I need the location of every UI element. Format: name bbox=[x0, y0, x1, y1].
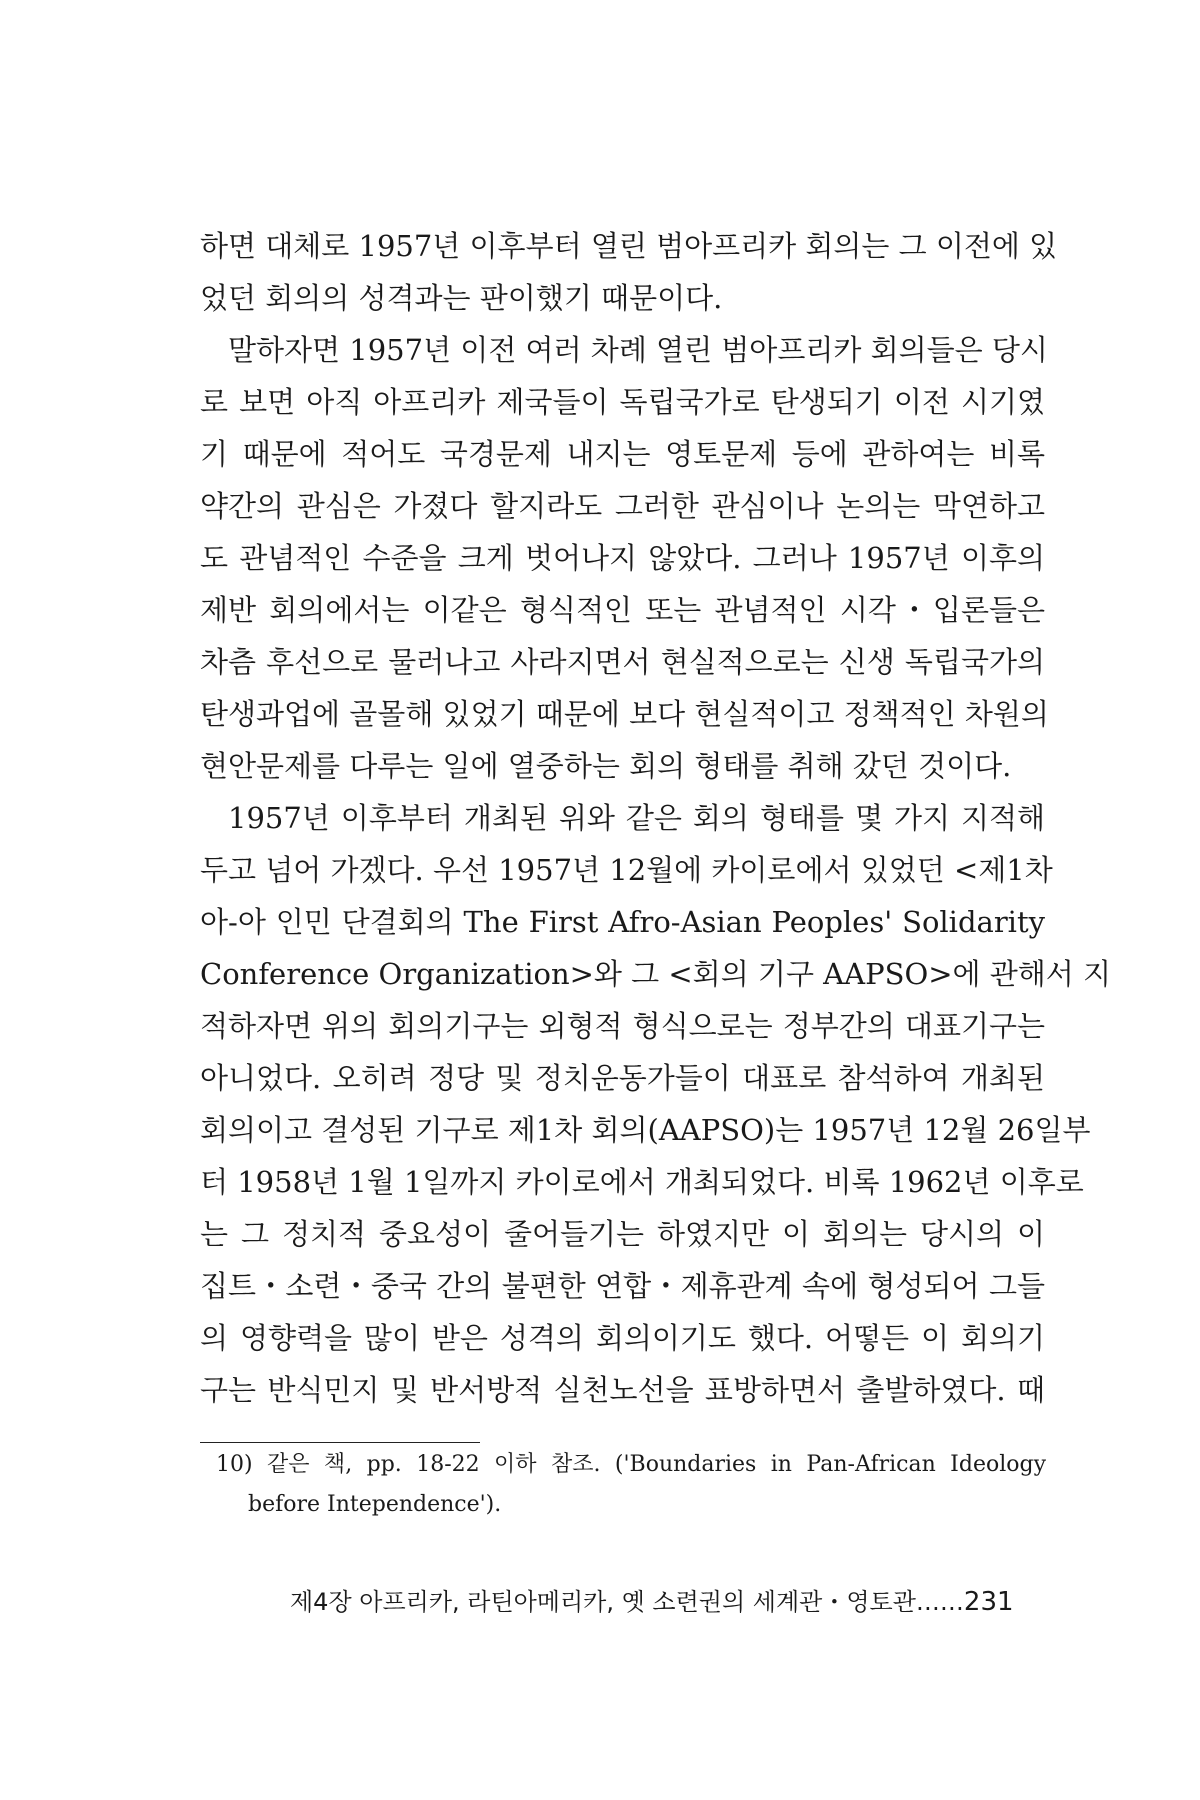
page-number: 231 bbox=[963, 1587, 1014, 1617]
text-line: 탄생과업에 골몰해 있었기 때문에 보다 현실적이고 정책적인 차원의 bbox=[200, 697, 1049, 731]
footnote-line: 10) 같은 책, pp. 18-22 이하 참조. ('Boundaries in Pan-African Ideology bbox=[216, 1452, 1046, 1477]
text-line: 의 영향력을 많이 받은 성격의 회의이기도 했다. 어떻든 이 회의기 bbox=[200, 1321, 1045, 1355]
body-text bbox=[200, 220, 1112, 1416]
text-line: 터 1958년 1월 1일까지 카이로에서 개최되었다. 비록 1962년 이후로 bbox=[200, 1165, 1084, 1199]
text-line: 는 그 정치적 중요성이 줄어들기는 하였지만 이 회의는 당시의 이 bbox=[200, 1217, 1045, 1251]
text-line: 아-아 인민 단결회의 The First Afro-Asian Peoples' Solidarity bbox=[200, 905, 1045, 939]
text-line: 적하자면 위의 회의기구는 외형적 형식으로는 정부간의 대표기구는 bbox=[200, 1009, 1045, 1043]
text-line: 었던 회의의 성격과는 판이했기 때문이다. bbox=[200, 281, 723, 315]
text-line: 차츰 후선으로 물러나고 사라지면서 현실적으로는 신생 독립국가의 bbox=[200, 645, 1045, 679]
running-footer bbox=[290, 1582, 1014, 1622]
footnote-divider bbox=[200, 1442, 480, 1443]
text-line: 약간의 관심은 가졌다 할지라도 그러한 관심이나 논의는 막연하고 bbox=[200, 489, 1045, 523]
footnote-line: before Intependence'). bbox=[248, 1492, 502, 1517]
text-line: 현안문제를 다루는 일에 열중하는 회의 형태를 취해 갔던 것이다. bbox=[200, 749, 1012, 783]
footnote bbox=[216, 1445, 1046, 1525]
text-line: 아니었다. 오히려 정당 및 정치운동가들이 대표로 참석하여 개최된 bbox=[200, 1061, 1045, 1095]
text-line: 제반 회의에서는 이같은 형식적인 또는 관념적인 시각・입론들은 bbox=[200, 593, 1045, 627]
text-line: 기 때문에 적어도 국경문제 내지는 영토문제 등에 관하여는 비록 bbox=[200, 437, 1045, 471]
text-line: 로 보면 아직 아프리카 제국들이 독립국가로 탄생되기 이전 시기였 bbox=[200, 385, 1045, 419]
text-line: 도 관념적인 수준을 크게 벗어나지 않았다. 그러나 1957년 이후의 bbox=[200, 541, 1045, 575]
text-line: 하면 대체로 1957년 이후부터 열린 범아프리카 회의는 그 이전에 있 bbox=[200, 229, 1058, 263]
text-line: 구는 반식민지 및 반서방적 실천노선을 표방하면서 출발하였다. 때 bbox=[200, 1373, 1045, 1407]
running-title: 제4장 아프리카, 라틴아메리카, 옛 소련권의 세계관・영토관…… bbox=[290, 1588, 964, 1616]
text-line: 1957년 이후부터 개최된 위와 같은 회의 형태를 몇 가지 지적해 bbox=[228, 801, 1045, 835]
text-line: 두고 넘어 가겠다. 우선 1957년 12월에 카이로에서 있었던 <제1차 bbox=[200, 853, 1053, 887]
text-line: 집트・소련・중국 간의 불편한 연합・제휴관계 속에 형성되어 그들 bbox=[200, 1269, 1045, 1303]
text-line: 말하자면 1957년 이전 여러 차례 열린 범아프리카 회의들은 당시 bbox=[228, 333, 1048, 367]
text-line: Conference Organization>와 그 <회의 기구 AAPSO>에 관해서 지 bbox=[200, 957, 1112, 991]
text-line: 회의이고 결성된 기구로 제1차 회의(AAPSO)는 1957년 12월 26일부 bbox=[200, 1113, 1091, 1147]
